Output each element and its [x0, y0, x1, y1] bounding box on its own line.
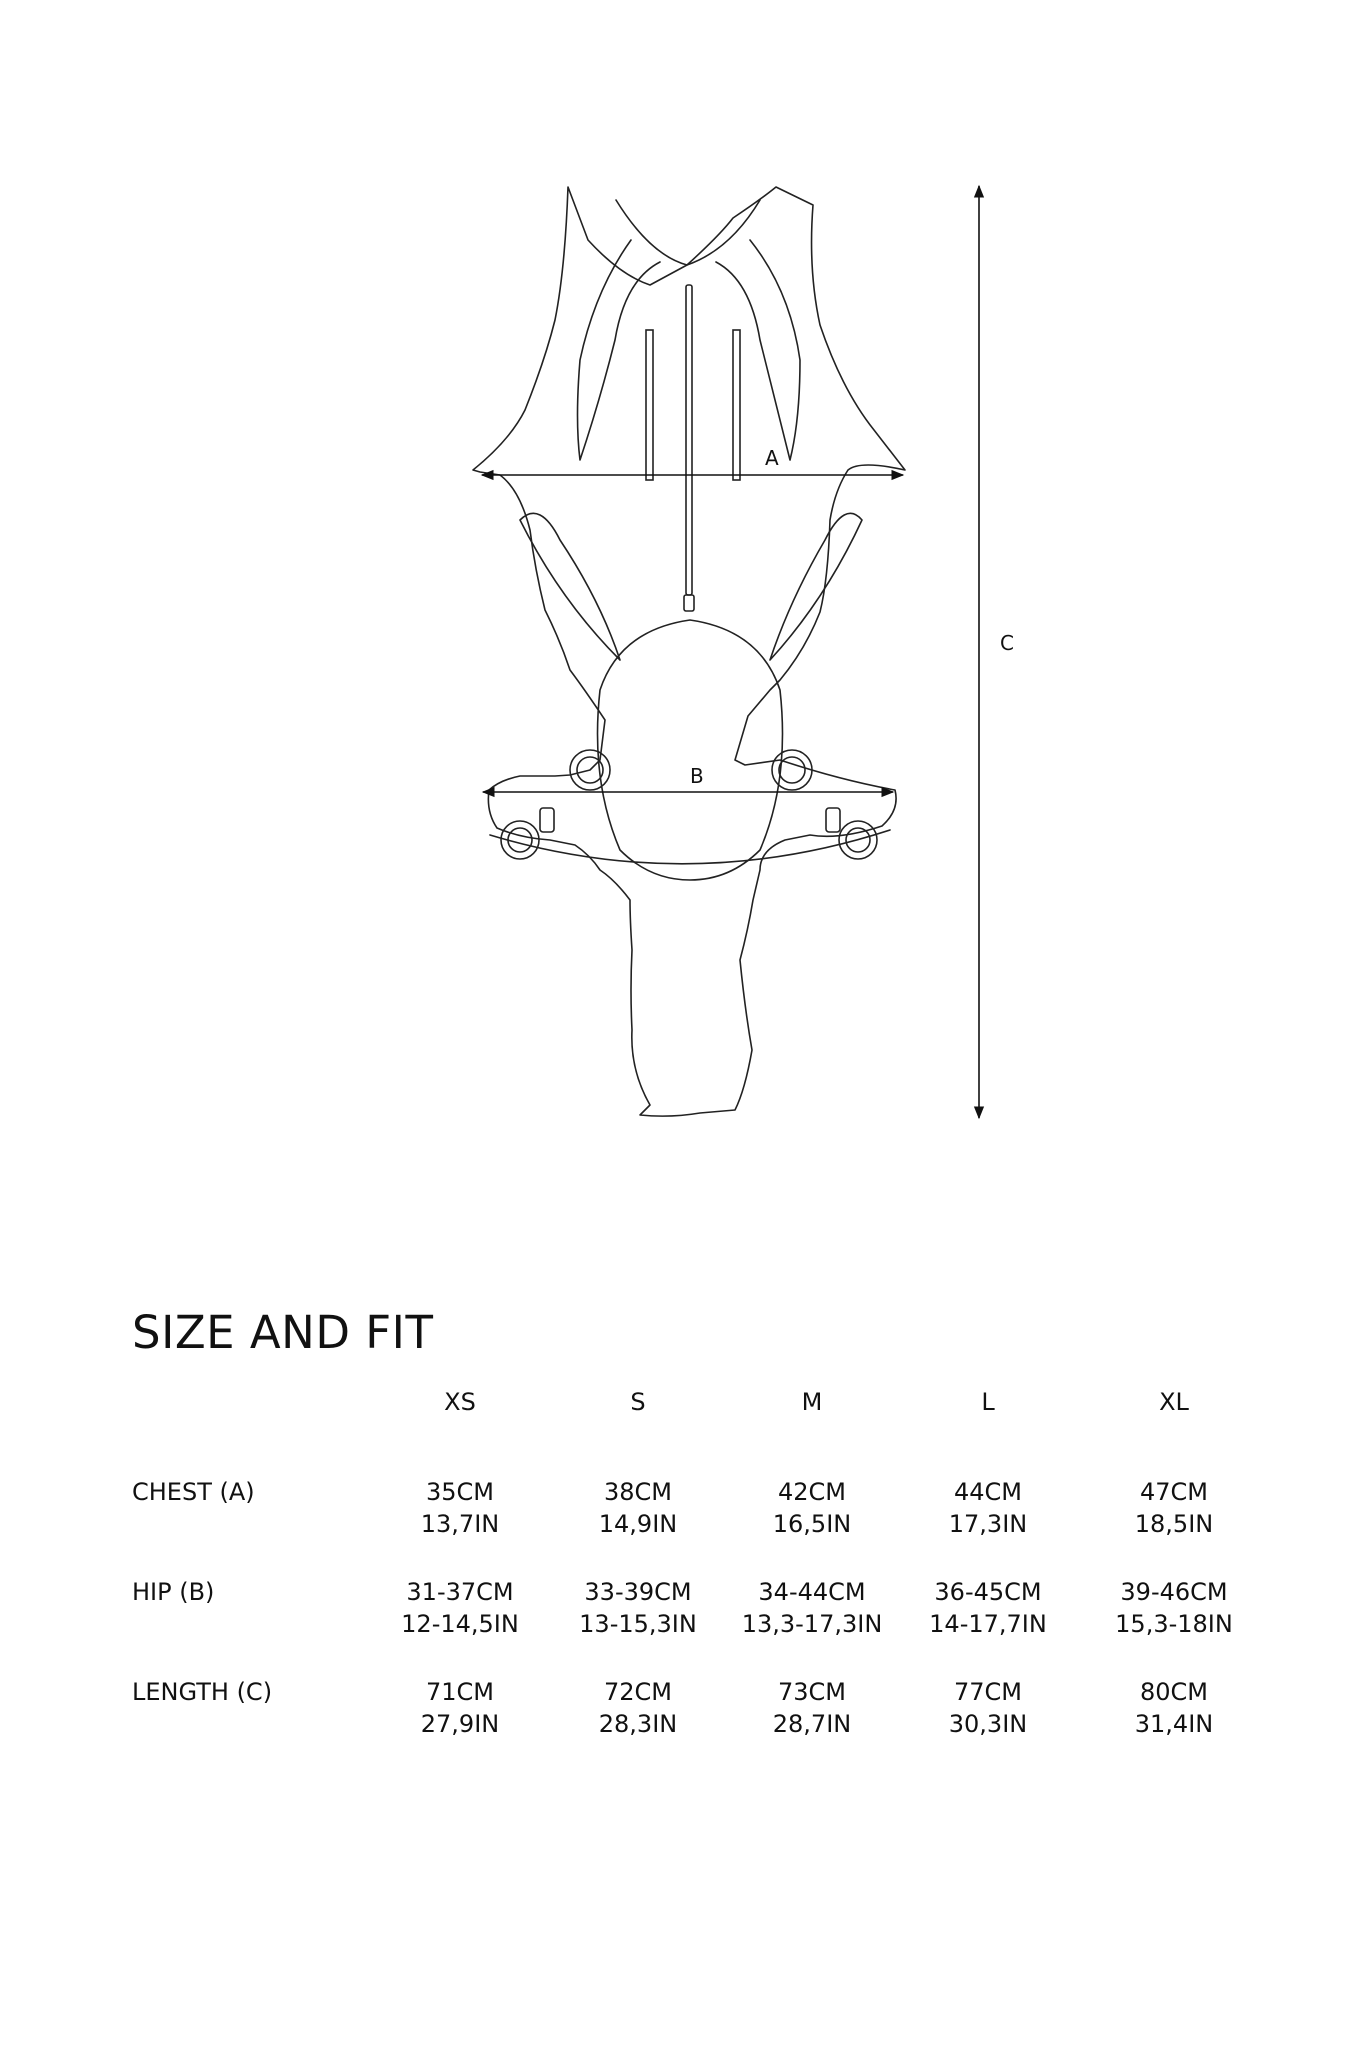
size-heading-xl: XL	[1159, 1388, 1189, 1416]
hip-xl	[1115, 1576, 1233, 1640]
hip-xl-cm: 39-46CM	[1120, 1578, 1228, 1606]
size-heading-s: S	[630, 1388, 646, 1416]
chest-xs	[421, 1476, 499, 1540]
chest-l	[949, 1476, 1027, 1540]
chest-xl-in: 18,5IN	[1134, 1510, 1214, 1538]
chest-xs-in: 13,7IN	[420, 1510, 500, 1538]
size-chart-title: SIZE AND FIT	[132, 1306, 434, 1359]
chest-m-cm: 42CM	[777, 1478, 846, 1506]
chest-s-in: 14,9IN	[598, 1510, 678, 1538]
hip-xs-in: 12-14,5IN	[401, 1610, 519, 1638]
hip-xs	[401, 1576, 519, 1640]
hip-l-cm: 36-45CM	[934, 1578, 1042, 1606]
chest-xl-cm: 47CM	[1139, 1478, 1208, 1506]
ring-hardware	[501, 750, 877, 859]
size-heading-xs: XS	[444, 1388, 476, 1416]
length-l-cm: 77CM	[953, 1678, 1022, 1706]
length-m-in: 28,7IN	[772, 1710, 852, 1738]
length-m-cm: 73CM	[777, 1678, 846, 1706]
hip-xl-in: 15,3-18IN	[1115, 1610, 1233, 1638]
chest-s-cm: 38CM	[603, 1478, 672, 1506]
hip-m-cm: 34-44CM	[758, 1578, 866, 1606]
length-xl	[1135, 1676, 1213, 1740]
length-xl-in: 31,4IN	[1134, 1710, 1214, 1738]
chest-s	[599, 1476, 677, 1540]
hip-s-cm: 33-39CM	[584, 1578, 692, 1606]
hip-s	[579, 1576, 697, 1640]
hip-xs-cm: 31-37CM	[406, 1578, 514, 1606]
zipper-detail	[646, 285, 740, 611]
hip-l-in: 14-17,7IN	[929, 1610, 1047, 1638]
length-l	[949, 1676, 1027, 1740]
length-xs-cm: 71CM	[425, 1678, 494, 1706]
hip-s-in: 13-15,3IN	[579, 1610, 697, 1638]
row-label-chest: CHEST (A)	[132, 1478, 255, 1506]
chest-m	[773, 1476, 851, 1540]
length-s-cm: 72CM	[603, 1678, 672, 1706]
length-m	[773, 1676, 851, 1740]
dimension-b-label: B	[690, 764, 704, 788]
dimension-b	[483, 764, 893, 792]
hip-m	[742, 1576, 883, 1640]
length-l-in: 30,3IN	[948, 1710, 1028, 1738]
length-s-in: 28,3IN	[598, 1710, 678, 1738]
dimension-a-label: A	[765, 446, 779, 470]
dimension-c	[979, 186, 1014, 1118]
length-xl-cm: 80CM	[1139, 1678, 1208, 1706]
row-label-length: LENGTH (C)	[132, 1678, 273, 1706]
chest-xl	[1135, 1476, 1213, 1540]
chest-l-cm: 44CM	[953, 1478, 1022, 1506]
chest-l-in: 17,3IN	[948, 1510, 1028, 1538]
length-xs-in: 27,9IN	[420, 1710, 500, 1738]
chest-xs-cm: 35CM	[425, 1478, 494, 1506]
bodysuit-outline	[473, 187, 905, 1116]
hip-l	[929, 1576, 1047, 1640]
hip-m-in: 13,3-17,3IN	[741, 1610, 883, 1638]
size-heading-l: L	[981, 1388, 995, 1416]
size-heading-m: M	[801, 1388, 823, 1416]
chest-m-in: 16,5IN	[772, 1510, 852, 1538]
length-s	[599, 1676, 677, 1740]
dimension-c-label: C	[1000, 631, 1014, 655]
row-label-hip: HIP (B)	[132, 1578, 215, 1606]
length-xs	[421, 1676, 499, 1740]
